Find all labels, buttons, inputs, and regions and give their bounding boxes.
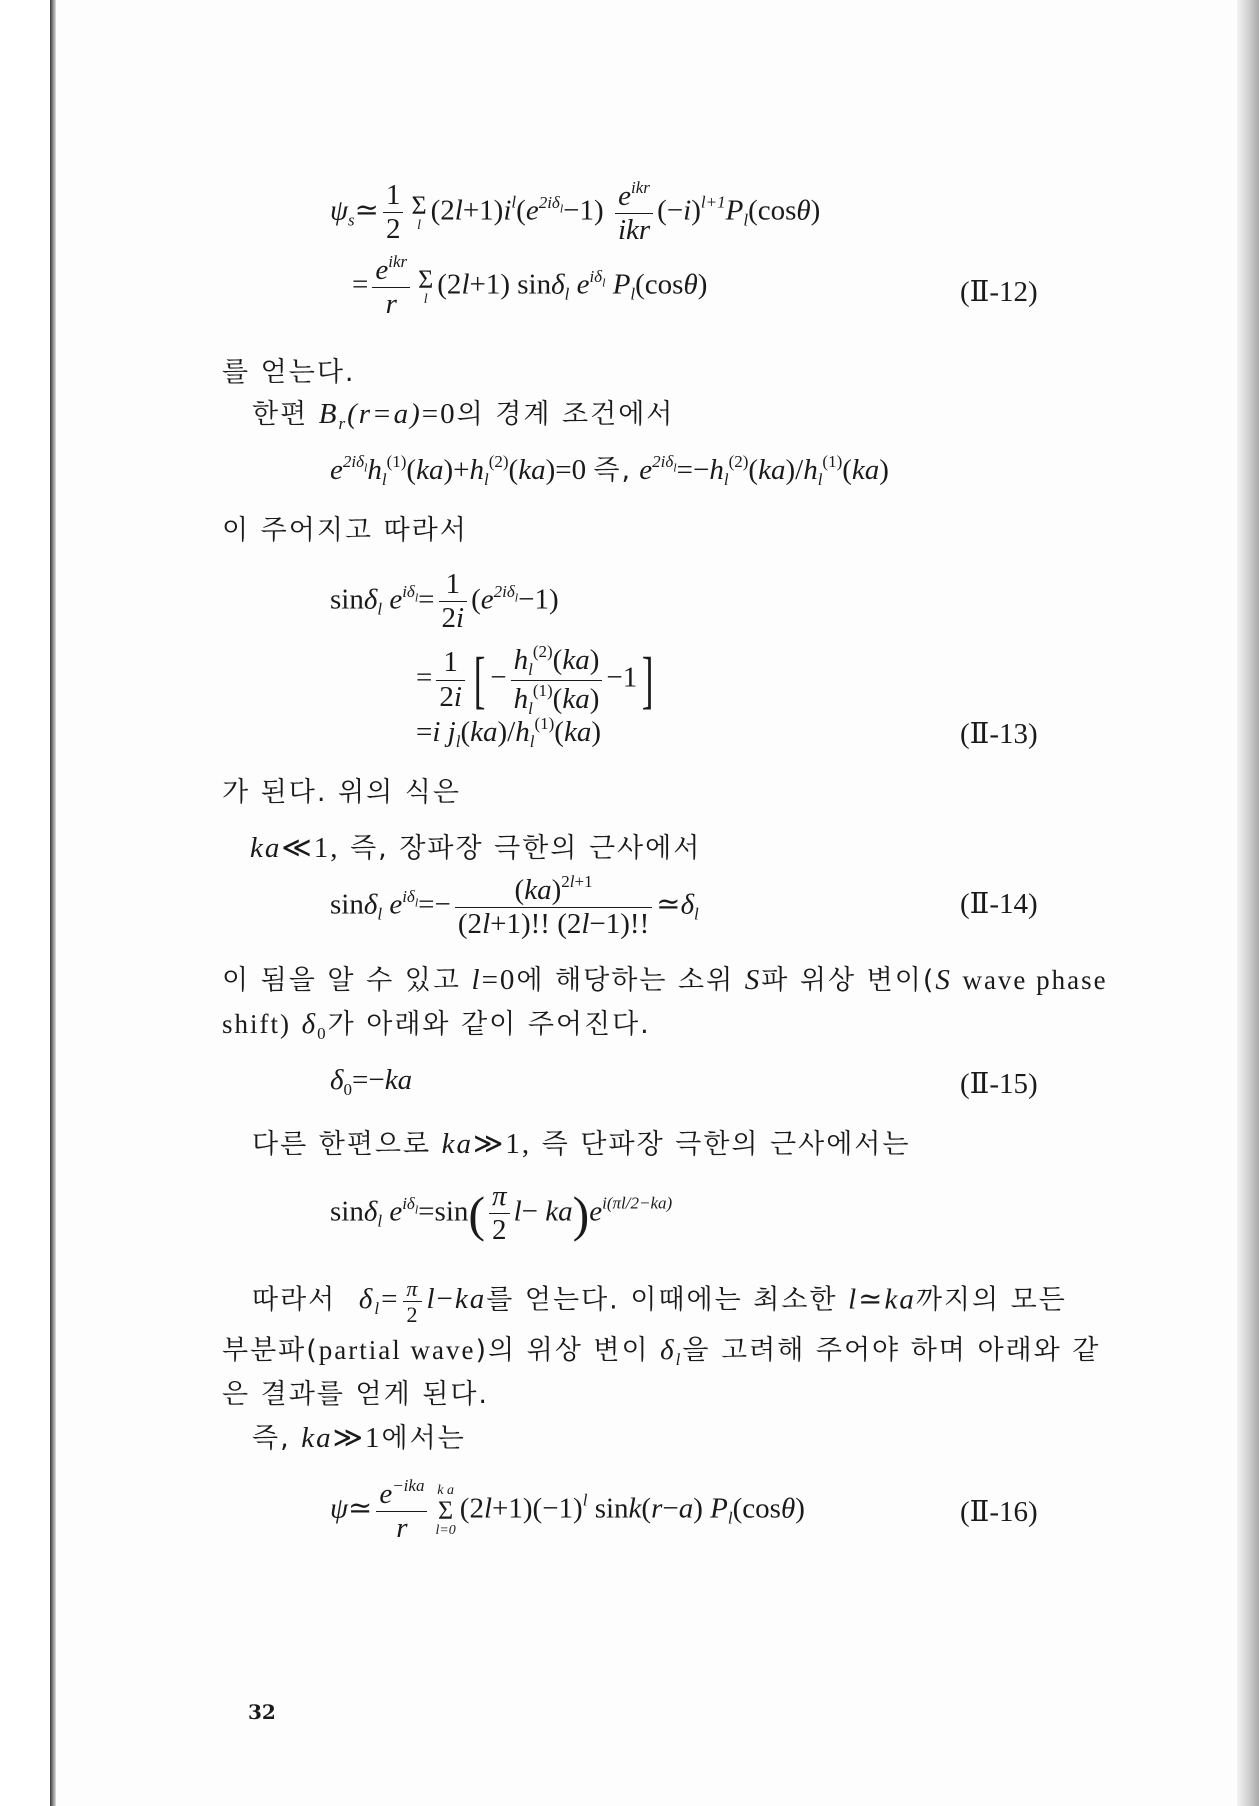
text-line-10: 부분파(partial wave)의 위상 변이 $\delta_l$을 고려해 주어야 하며 아래와 같 xyxy=(222,1334,1101,1369)
equation-13a: sinδ$_l$ $e^{i\delta_l}=$ $\frac{1}{2i}$ $(e^{2i\delta_l}-1)$ xyxy=(330,568,559,635)
text-line-9a: 따라서 xyxy=(252,1284,337,1316)
equation-12a: $\psi_s≃$ $\frac{1}{2}$ Σ l $(2l+1)i^l(e^{2i\delta_l}-1)$ $\frac{e^{ikr}}{\text{ikr}}$ $(-i)^{l+1}P_l(\cos\theta)$ xyxy=(330,178,821,247)
text-line-5: ka≪1, 즉, 장파장 극한의 근사에서 xyxy=(250,832,702,864)
equation-13c: =i $j_l(ka)/h_l^{(1)}(ka)$ xyxy=(416,714,602,751)
equation-15: $\delta_0=-ka$ xyxy=(330,1064,413,1099)
equation-delta-l: $\delta_l=$ $\frac{\pi}{2}$ l−ka xyxy=(358,1276,487,1328)
text-line-2: 한편 $B_r(r=a)=0$의 경계 조건에서 xyxy=(252,398,675,433)
text-line-6: 이 됨을 알 수 있고 l=0에 해당하는 소위 S파 위상 변이(S wave phase xyxy=(222,964,1108,996)
equation-number-13: (Ⅱ-13) xyxy=(960,718,1038,750)
text-line-12: 즉, ka≫1에서는 xyxy=(252,1422,466,1454)
equation-number-12: (Ⅱ-12) xyxy=(960,276,1038,308)
equation-number-15: (Ⅱ-15) xyxy=(960,1068,1038,1100)
equation-12b: = $\frac{e^{ikr}}{r}$ Σ l (2l+1) sinδ$_l$ $e^{i\delta_l}$ $P_l(\cos\theta)$ xyxy=(352,252,708,321)
equation-number-14: (Ⅱ-14) xyxy=(960,888,1038,920)
text-line-8: 다른 한편으로 ka≫1, 즉 단파장 극한의 근사에서는 xyxy=(252,1128,911,1160)
text-line-7: shift) $\delta_0$가 아래와 같이 주어진다. xyxy=(222,1008,651,1043)
equation-number-16: (Ⅱ-16) xyxy=(960,1496,1038,1528)
text-line-9: 따라서 $\delta_l=$ $\frac{\pi}{2}$ l−ka를 얻는다. 이때에는 최소한 l≃ka까지의 모든 xyxy=(252,1276,1067,1328)
page-number: 32 xyxy=(248,1700,276,1724)
equation-short-wavelength: sinδ$_l$ $e^{i\delta_l}=\sin$( $\frac{\pi}{2}$ $l- ka)e^{i(\pi l/2-ka)}$ xyxy=(330,1180,673,1247)
equation-13b: = $\frac{1}{2i}$ [ − $\frac{h_l^{(2)}(ka)}{h_l^{(1)}(ka)}$ −1] xyxy=(416,642,654,718)
text-line-1: 를 얻는다. xyxy=(222,357,356,388)
equation-14: sinδ$_l$ $e^{i\delta_l}=-$ $\frac{(ka)^{2l+1}}{(2l+1)!! (2l-1)!!}$ $≃\delta_l$ xyxy=(330,872,699,941)
text-line-4: 가 된다. 위의 식은 xyxy=(222,777,461,808)
text-line-3: 이 주어지고 따라서 xyxy=(222,515,468,546)
page-edge-right xyxy=(1237,0,1259,1806)
text-line-11: 은 결과를 얻게 된다. xyxy=(222,1379,489,1410)
equation-boundary: $e^{2i\delta_l}h_l^{(1)}(ka)+h_l^{(2)}(ka)=0$ 즉, $e^{2i\delta_l}=-h_l^{(2)}(ka)/h_l^{(1)}(ka)$ xyxy=(330,452,889,489)
equation-16: ψ≃ $\frac{e^{-ika}}{r}$ k a Σ l=0 $(2l+1)(-1)^l$ sink(r−a) $P_l(\cos\theta)$ xyxy=(330,1476,805,1545)
